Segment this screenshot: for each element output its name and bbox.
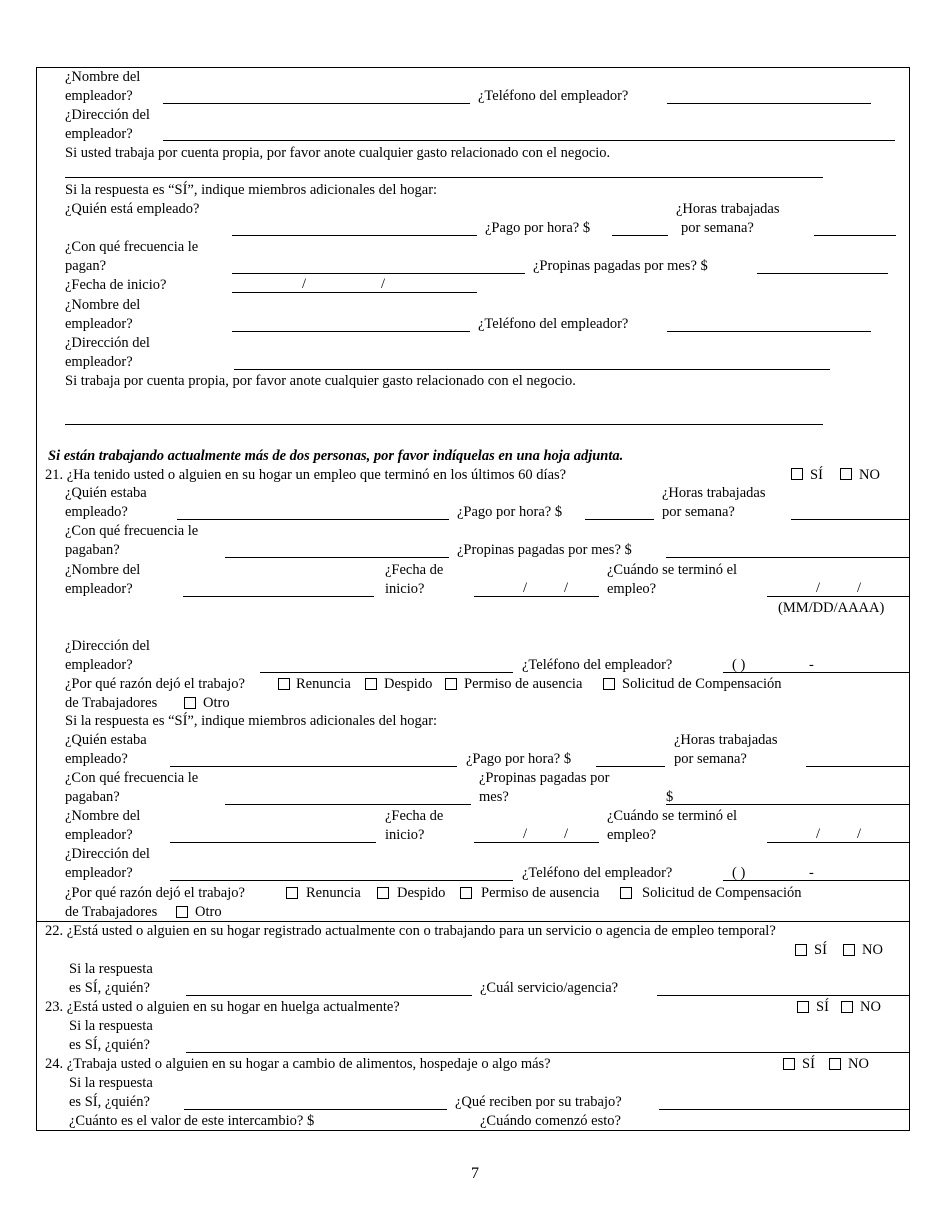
employer-name-label: ¿Nombre del	[65, 562, 141, 578]
who-field[interactable]	[177, 519, 449, 520]
end-date-label-2: empleo?	[607, 581, 657, 597]
start-date-field[interactable]	[474, 842, 599, 843]
other-label: Otro	[203, 695, 230, 711]
start-date-field[interactable]	[232, 292, 477, 293]
q21-question: 21. ¿Ha tenido usted o alguien en su hogar un empleo que terminó en los últimos 60 días?	[45, 467, 567, 483]
other-checkbox[interactable]	[176, 906, 188, 918]
date-slash: /	[523, 580, 528, 596]
why-left-label: ¿Por qué razón dejó el trabajo?	[65, 885, 245, 901]
employer-name-field[interactable]	[232, 331, 470, 332]
fired-checkbox[interactable]	[377, 887, 389, 899]
date-slash: /	[564, 580, 569, 596]
end-date-label-2: empleo?	[607, 827, 657, 843]
employer-name-field[interactable]	[170, 842, 376, 843]
pay-per-hour-field[interactable]	[585, 519, 654, 520]
who-field[interactable]	[170, 766, 457, 767]
employer-name-label: ¿Nombre del	[65, 69, 141, 85]
pay-frequency-label: ¿Con qué frecuencia le	[65, 239, 199, 255]
employer-name-label-2: empleador?	[65, 88, 133, 104]
additional-members-note: Si la respuesta es “SÍ”, indique miembros adicionales del hogar:	[65, 713, 438, 729]
pay-per-hour-label: ¿Pago por hora? $	[457, 504, 563, 520]
q22-no-label: NO	[862, 942, 883, 958]
q24-who-field[interactable]	[184, 1109, 447, 1110]
start-date-label: ¿Fecha de	[385, 562, 444, 578]
employer-name-label-2: empleador?	[65, 581, 133, 597]
who-label-2: empleado?	[65, 751, 128, 767]
hours-label-2: por semana?	[662, 504, 735, 520]
q24-when-label: ¿Cuándo comenzó esto?	[480, 1113, 621, 1129]
self-employed-note: Si trabaja por cuenta propia, por favor anote cualquier gasto relacionado con el negocio.	[65, 373, 576, 389]
employer-name-label-2: empleador?	[65, 316, 133, 332]
workers-comp-label-2: de Trabajadores	[65, 904, 158, 920]
q23-no-label: NO	[860, 999, 881, 1015]
end-date-label: ¿Cuándo se terminó el	[607, 808, 738, 824]
section-divider	[36, 921, 910, 922]
workers-comp-checkbox[interactable]	[603, 678, 615, 690]
hours-label: ¿Horas trabajadas	[676, 201, 780, 217]
pay-frequency-field[interactable]	[225, 557, 449, 558]
business-expenses-field[interactable]	[65, 177, 823, 178]
start-date-label: ¿Fecha de	[385, 808, 444, 824]
q24-no-checkbox[interactable]	[829, 1058, 841, 1070]
q22-no-checkbox[interactable]	[843, 944, 855, 956]
employer-phone-label: ¿Teléfono del empleador?	[478, 316, 629, 332]
who-label: ¿Quién estaba	[65, 732, 147, 748]
workers-comp-label: Solicitud de Compensación	[642, 885, 802, 901]
resign-label: Renuncia	[306, 885, 361, 901]
q24-if-yes-label: Si la respuesta	[69, 1075, 153, 1091]
end-date-label: ¿Cuándo se terminó el	[607, 562, 738, 578]
hours-label: ¿Horas trabajadas	[662, 485, 766, 501]
tips-label: ¿Propinas pagadas por mes? $	[533, 258, 708, 274]
end-date-field[interactable]	[767, 596, 910, 597]
pay-frequency-label-2: pagaban?	[65, 789, 120, 805]
fired-label: Despido	[384, 676, 433, 692]
who-employed-label: ¿Quién está empleado?	[65, 201, 200, 217]
date-slash: /	[523, 826, 528, 842]
q24-no-label: NO	[848, 1056, 869, 1072]
q21-no-checkbox[interactable]	[840, 468, 852, 480]
q23-if-yes-label-2: es SÍ, ¿quién?	[69, 1037, 150, 1053]
employer-address-label: ¿Dirección del	[65, 107, 150, 123]
q24-yes-checkbox[interactable]	[783, 1058, 795, 1070]
hours-field[interactable]	[814, 235, 896, 236]
form-frame	[36, 67, 910, 1131]
pay-frequency-label-2: pagaban?	[65, 542, 120, 558]
tips-label-2: mes?	[479, 789, 509, 805]
employer-address-field[interactable]	[163, 140, 895, 141]
q23-yes-checkbox[interactable]	[797, 1001, 809, 1013]
date-slash: /	[857, 826, 862, 842]
q24-value-label: ¿Cuánto es el valor de este intercambio? $	[69, 1113, 315, 1129]
who-label-2: empleado?	[65, 504, 128, 520]
pay-per-hour-label: ¿Pago por hora? $	[466, 751, 572, 767]
start-date-field[interactable]	[474, 596, 599, 597]
employer-address-label: ¿Dirección del	[65, 335, 150, 351]
date-slash: /	[816, 580, 821, 596]
q22-yes-label: SÍ	[814, 942, 827, 958]
q22-who-field[interactable]	[186, 995, 472, 996]
q24-receive-field[interactable]	[659, 1109, 910, 1110]
more-than-two-note: Si están trabajando actualmente más de dos personas, por favor indíquelas en una hoja adjunta.	[48, 448, 624, 464]
start-date-label-2: inicio?	[385, 581, 425, 597]
employer-name-label: ¿Nombre del	[65, 808, 141, 824]
employer-address-label-2: empleador?	[65, 354, 133, 370]
employer-name-label-2: empleador?	[65, 827, 133, 843]
q22-agency-field[interactable]	[657, 995, 910, 996]
start-date-label: ¿Fecha de inicio?	[65, 277, 167, 293]
leave-checkbox[interactable]	[460, 887, 472, 899]
q21-yes-label: SÍ	[810, 467, 823, 483]
resign-label: Renuncia	[296, 676, 351, 692]
q21-no-label: NO	[859, 467, 880, 483]
date-slash: /	[857, 580, 862, 596]
fired-label: Despido	[397, 885, 446, 901]
tips-label: ¿Propinas pagadas por mes? $	[457, 542, 632, 558]
leave-label: Permiso de ausencia	[464, 676, 583, 692]
tips-dollar: $	[666, 789, 674, 805]
date-slash: /	[564, 826, 569, 842]
date-slash: /	[816, 826, 821, 842]
q22-if-yes-label: Si la respuesta	[69, 961, 153, 977]
q22-if-yes-label-2: es SÍ, ¿quién?	[69, 980, 150, 996]
employer-phone-field[interactable]	[723, 880, 910, 881]
employer-name-field[interactable]	[183, 596, 374, 597]
pay-frequency-field[interactable]	[225, 804, 471, 805]
q22-yes-checkbox[interactable]	[795, 944, 807, 956]
fired-checkbox[interactable]	[365, 678, 377, 690]
other-checkbox[interactable]	[184, 697, 196, 709]
pay-per-hour-field[interactable]	[612, 235, 668, 236]
pay-per-hour-field[interactable]	[596, 766, 665, 767]
hours-label-2: por semana?	[681, 220, 754, 236]
q21-yes-checkbox[interactable]	[791, 468, 803, 480]
phone-area-code: ( )	[732, 865, 746, 881]
employer-address-label-2: empleador?	[65, 865, 133, 881]
employer-phone-field[interactable]	[667, 103, 871, 104]
q23-who-field[interactable]	[186, 1052, 910, 1053]
start-date-label-2: inicio?	[385, 827, 425, 843]
leave-label: Permiso de ausencia	[481, 885, 600, 901]
pay-frequency-label: ¿Con qué frecuencia le	[65, 770, 199, 786]
hours-label: ¿Horas trabajadas	[674, 732, 778, 748]
q22-agency-label: ¿Cuál servicio/agencia?	[480, 980, 619, 996]
phone-dash: -	[809, 657, 814, 673]
employer-phone-label: ¿Teléfono del empleador?	[522, 865, 673, 881]
employer-phone-label: ¿Teléfono del empleador?	[522, 657, 673, 673]
q24-receive-label: ¿Qué reciben por su trabajo?	[455, 1094, 622, 1110]
phone-area-code: ( )	[732, 657, 746, 673]
tips-field[interactable]	[757, 273, 888, 274]
pay-frequency-field[interactable]	[232, 273, 525, 274]
other-label: Otro	[195, 904, 222, 920]
tips-field[interactable]	[666, 557, 910, 558]
hours-field[interactable]	[791, 519, 910, 520]
q23-yes-label: SÍ	[816, 999, 829, 1015]
workers-comp-label-2: de Trabajadores	[65, 695, 158, 711]
who-label: ¿Quién estaba	[65, 485, 147, 501]
employer-address-field[interactable]	[234, 369, 830, 370]
q23-no-checkbox[interactable]	[841, 1001, 853, 1013]
why-left-label: ¿Por qué razón dejó el trabajo?	[65, 676, 245, 692]
page-number: 7	[471, 1165, 479, 1182]
resign-checkbox[interactable]	[278, 678, 290, 690]
q24-if-yes-label-2: es SÍ, ¿quién?	[69, 1094, 150, 1110]
end-date-field[interactable]	[767, 842, 910, 843]
tips-field[interactable]	[666, 804, 910, 805]
resign-checkbox[interactable]	[286, 887, 298, 899]
q23-if-yes-label: Si la respuesta	[69, 1018, 153, 1034]
pay-frequency-label: ¿Con qué frecuencia le	[65, 523, 199, 539]
who-employed-field[interactable]	[232, 235, 477, 236]
hours-label-2: por semana?	[674, 751, 747, 767]
employer-address-label: ¿Dirección del	[65, 846, 150, 862]
workers-comp-label: Solicitud de Compensación	[622, 676, 782, 692]
date-slash: /	[302, 276, 307, 292]
employer-address-label-2: empleador?	[65, 126, 133, 142]
q22-question: 22. ¿Está usted o alguien en su hogar registrado actualmente con o trabajando para un servicio o agencia de empleo temporal?	[45, 923, 776, 939]
employer-name-label: ¿Nombre del	[65, 297, 141, 313]
phone-dash: -	[809, 865, 814, 881]
q24-yes-label: SÍ	[802, 1056, 815, 1072]
employer-phone-field[interactable]	[667, 331, 871, 332]
leave-checkbox[interactable]	[445, 678, 457, 690]
pay-frequency-label-2: pagan?	[65, 258, 107, 274]
pay-per-hour-label: ¿Pago por hora? $	[485, 220, 591, 236]
employer-address-label-2: empleador?	[65, 657, 133, 673]
employer-phone-field[interactable]	[723, 672, 910, 673]
self-employed-note: Si usted trabaja por cuenta propia, por favor anote cualquier gasto relacionado con el negocio.	[65, 145, 611, 161]
employer-name-field[interactable]	[163, 103, 470, 104]
date-slash: /	[381, 276, 386, 292]
q24-question: 24. ¿Trabaja usted o alguien en su hogar a cambio de alimentos, hospedaje o algo más?	[45, 1056, 551, 1072]
employer-address-field[interactable]	[170, 880, 513, 881]
employer-address-label: ¿Dirección del	[65, 638, 150, 654]
employer-phone-label: ¿Teléfono del empleador?	[478, 88, 629, 104]
business-expenses-field[interactable]	[65, 424, 823, 425]
employer-address-field[interactable]	[260, 672, 513, 673]
hours-field[interactable]	[806, 766, 910, 767]
tips-label: ¿Propinas pagadas por	[479, 770, 610, 786]
workers-comp-checkbox[interactable]	[620, 887, 632, 899]
additional-members-note: Si la respuesta es “SÍ”, indique miembros adicionales del hogar:	[65, 182, 438, 198]
date-format-hint: (MM/DD/AAAA)	[778, 600, 885, 616]
q23-question: 23. ¿Está usted o alguien en su hogar en huelga actualmente?	[45, 999, 400, 1015]
